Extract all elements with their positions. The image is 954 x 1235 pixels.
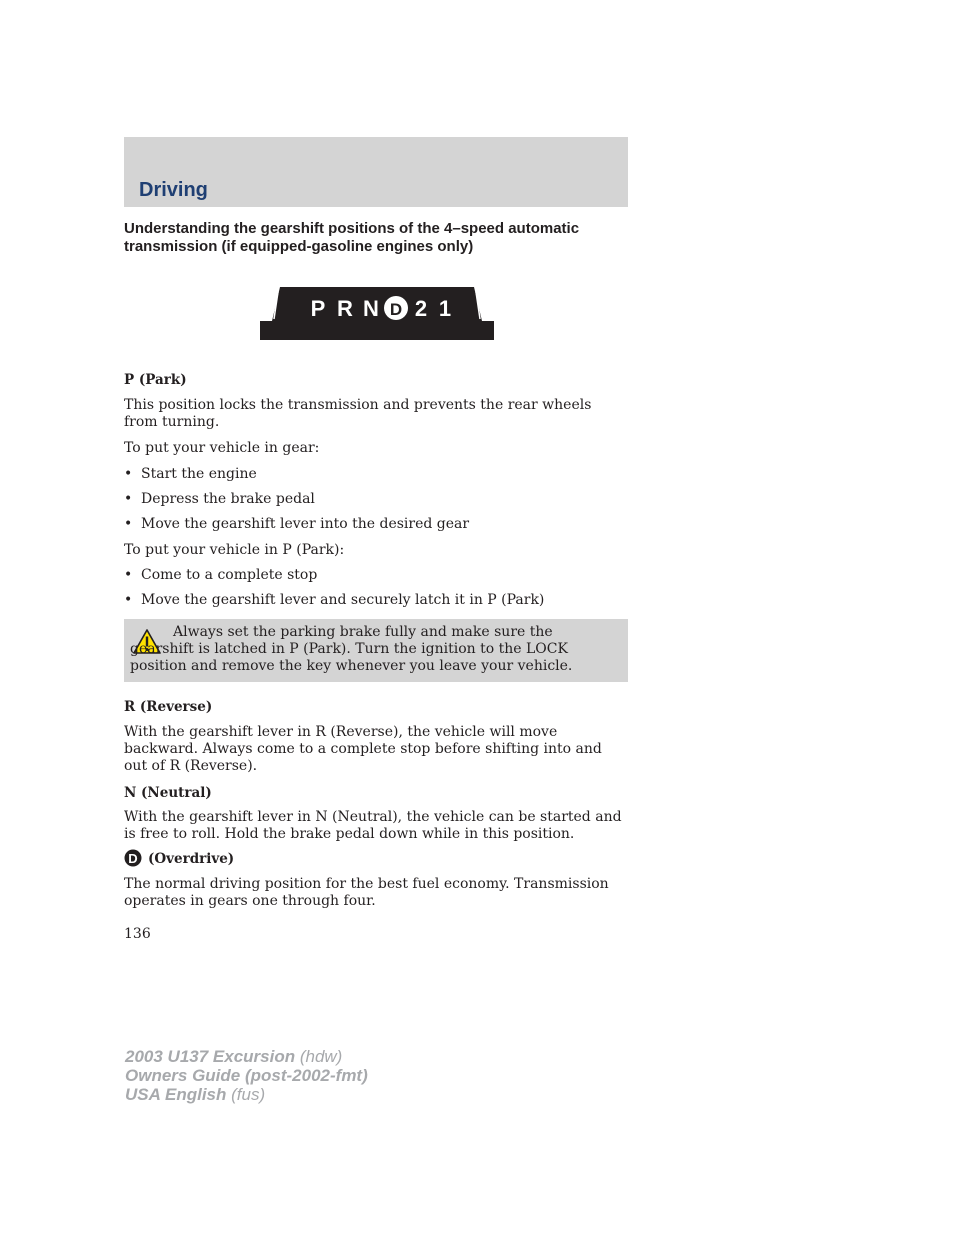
list-item-text: Move the gearshift lever into the desired gear bbox=[141, 516, 470, 532]
list-item-text: Start the engine bbox=[141, 466, 257, 482]
put-in-park-label: To put your vehicle in P (Park): bbox=[124, 542, 345, 558]
warning-text: Always set the parking brake fully and make sure the gearshift is latched in P (Park). Turn the ignition to the LOCK position and remove the key whenever you leave your vehicle. bbox=[130, 624, 573, 674]
bullet-marker: • bbox=[124, 466, 133, 482]
gear-letter-d: D bbox=[389, 300, 403, 319]
document-footer bbox=[125, 1047, 368, 1104]
bullet-marker: • bbox=[124, 491, 133, 507]
gear-number-2: 2 bbox=[414, 296, 428, 321]
bullet-marker: • bbox=[124, 592, 133, 608]
overdrive-icon-letter: D bbox=[128, 851, 138, 866]
footer-line-1: 2003 U137 Excursion (hdw) bbox=[125, 1047, 343, 1066]
intro-heading: Understanding the gearshift positions of the 4–speed automatic transmission (if equipped-gasoline engines only) bbox=[124, 220, 580, 255]
list-item-text: Come to a complete stop bbox=[141, 567, 318, 583]
neutral-heading: N (Neutral) bbox=[124, 785, 212, 801]
page-number: 136 bbox=[124, 926, 151, 942]
gear-letter-n: N bbox=[363, 296, 379, 321]
bullet-marker: • bbox=[124, 516, 133, 532]
park-heading: P (Park) bbox=[124, 372, 187, 388]
bullet-marker: • bbox=[124, 567, 133, 583]
list-item-text: Move the gearshift lever and securely latch it in P (Park) bbox=[141, 592, 545, 608]
list-item-text: Depress the brake pedal bbox=[141, 491, 315, 507]
gear-letter-r: R bbox=[337, 296, 353, 321]
neutral-body: With the gearshift lever in N (Neutral), the vehicle can be started and is free to roll. Hold the brake pedal down while in this position. bbox=[124, 809, 622, 842]
put-in-gear-label: To put your vehicle in gear: bbox=[124, 440, 320, 456]
section-header-bar bbox=[124, 137, 628, 207]
reverse-body: With the gearshift lever in R (Reverse), the vehicle will move backward. Always come to a complete stop before shifting into and out of R (Reverse). bbox=[124, 724, 602, 774]
warning-box bbox=[124, 619, 628, 682]
gear-letter-p: P bbox=[310, 296, 326, 321]
section-title: Driving bbox=[139, 179, 208, 201]
gear-indicator-graphic bbox=[258, 285, 496, 341]
gear-number-1: 1 bbox=[438, 296, 452, 321]
overdrive-body: The normal driving position for the best fuel economy. Transmission operates in gears one through four. bbox=[124, 876, 609, 909]
park-body: This position locks the transmission and prevents the rear wheels from turning. bbox=[124, 397, 592, 430]
footer-line-2: Owners Guide (post-2002-fmt) bbox=[125, 1066, 368, 1085]
overdrive-icon bbox=[124, 849, 142, 867]
overdrive-heading: (Overdrive) bbox=[148, 851, 235, 867]
reverse-heading: R (Reverse) bbox=[124, 699, 213, 715]
footer-line-3: USA English (fus) bbox=[125, 1085, 266, 1104]
